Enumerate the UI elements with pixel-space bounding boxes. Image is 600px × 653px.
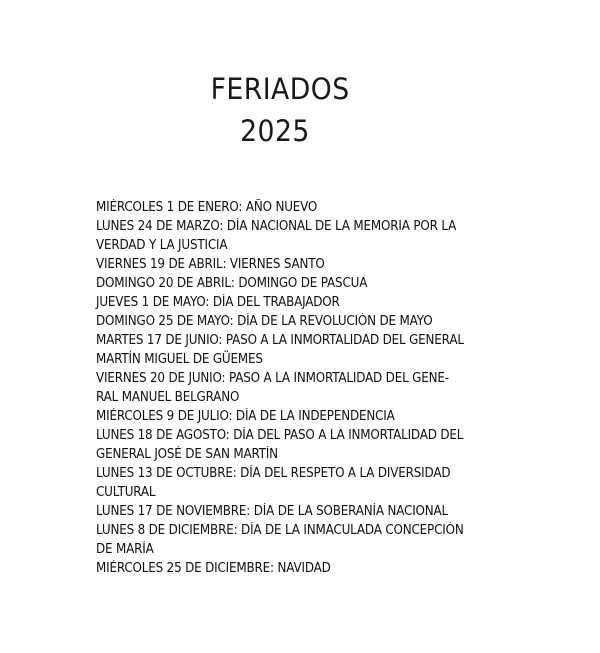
holiday-line: DE MARÍA [96, 542, 154, 557]
holiday-line: MARTES 17 DE JUNIO: PASO A LA INMORTALIDAD DEL GENERAL [96, 333, 464, 348]
holiday-line: MIÉRCOLES 9 DE JULIO: DÍA DE LA INDEPENDENCIA [96, 409, 395, 424]
holiday-line: CULTURAL [96, 485, 156, 500]
holiday-line: RAL MANUEL BELGRANO [96, 390, 240, 405]
holiday-line: MIÉRCOLES 25 DE DICIEMBRE: NAVIDAD [96, 561, 331, 576]
title-block [205, 70, 350, 150]
holiday-line: LUNES 18 DE AGOSTO: DÍA DEL PASO A LA INMORTALIDAD DEL [96, 428, 464, 443]
page-title: FERIADOS [210, 72, 350, 106]
holiday-line: GENERAL JOSÉ DE SAN MARTÍN [96, 447, 278, 462]
holiday-line: LUNES 17 DE NOVIEMBRE: DÍA DE LA SOBERANÍA NACIONAL [96, 504, 449, 519]
holiday-line: VIERNES 19 DE ABRIL: VIERNES SANTO [96, 257, 325, 272]
holiday-line: VIERNES 20 DE JUNIO: PASO A LA INMORTALIDAD DEL GENE- [96, 371, 449, 386]
holiday-line: MARTÍN MIGUEL DE GÜEMES [96, 352, 263, 367]
holiday-line: LUNES 8 DE DICIEMBRE: DÍA DE LA INMACULADA CONCEPCIÓN [96, 523, 464, 538]
holiday-list [96, 198, 516, 578]
holiday-line: LUNES 24 DE MARZO: DÍA NACIONAL DE LA MEMORIA POR LA [96, 219, 457, 234]
holiday-line: JUEVES 1 DE MAYO: DÍA DEL TRABAJADOR [96, 295, 340, 310]
holiday-line: DOMINGO 20 DE ABRIL: DOMINGO DE PASCUA [96, 276, 368, 291]
holiday-line: VERDAD Y LA JUSTICIA [96, 238, 228, 253]
holiday-line: MIÉRCOLES 1 DE ENERO: AÑO NUEVO [96, 200, 318, 215]
page-year: 2025 [240, 114, 310, 148]
holiday-line: DOMINGO 25 DE MAYO: DÍA DE LA REVOLUCIÓN DE MAYO [96, 314, 433, 329]
holiday-line: LUNES 13 DE OCTUBRE: DÍA DEL RESPETO A LA DIVERSIDAD [96, 466, 451, 481]
